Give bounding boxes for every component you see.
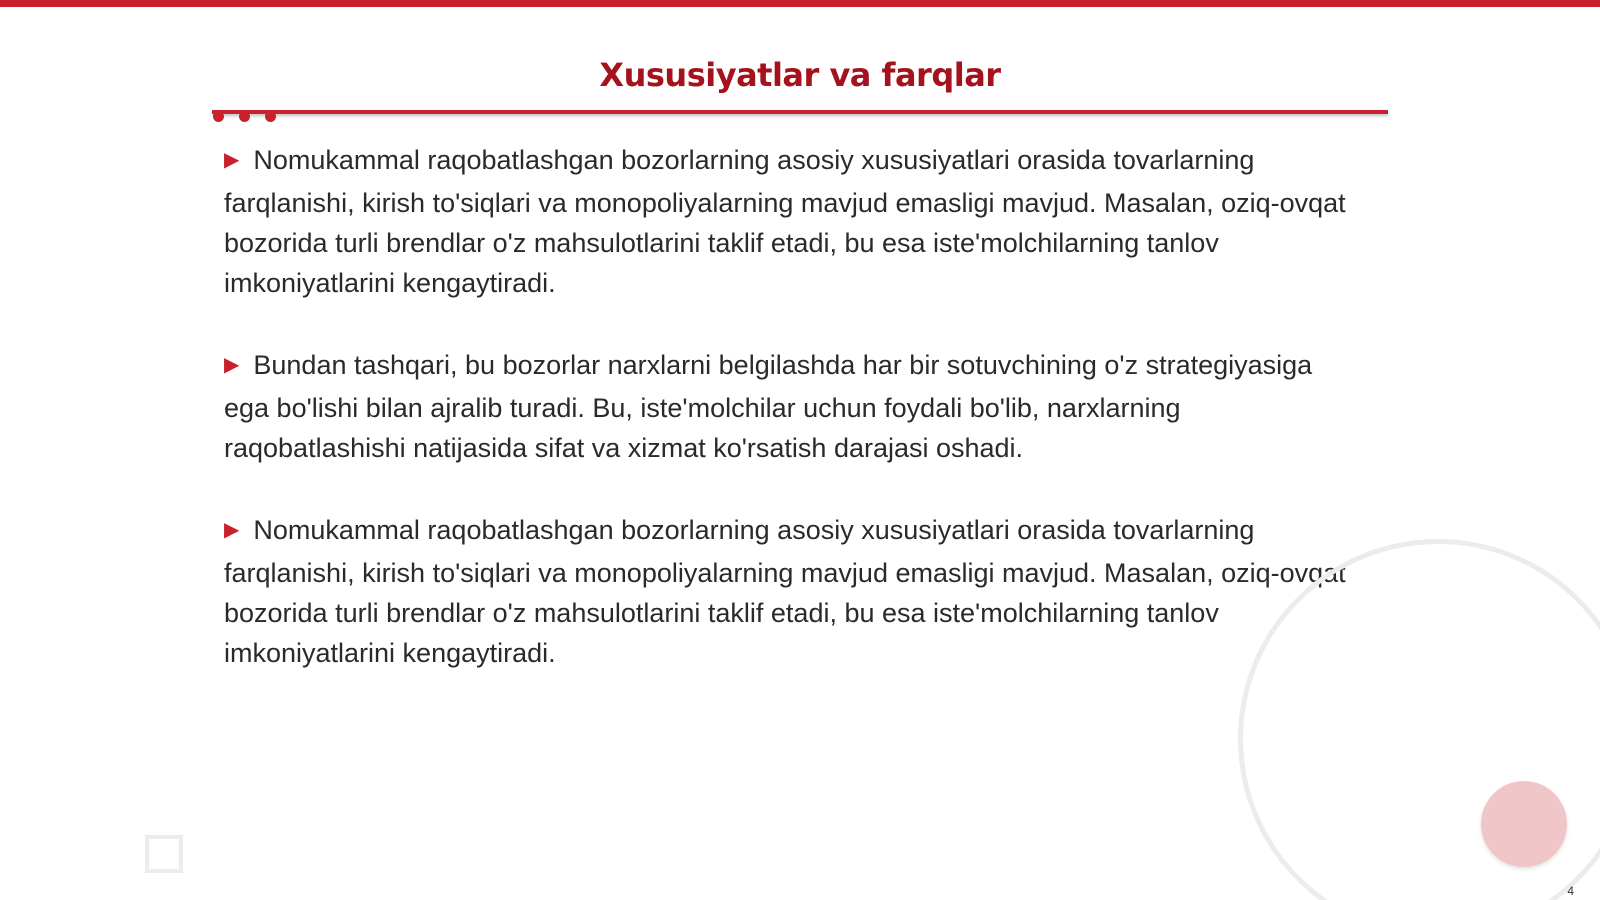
- bullet-paragraph: [224, 510, 1364, 673]
- title-underline: [212, 110, 1388, 114]
- triangle-right-icon: ▶: [224, 354, 240, 376]
- page-number: 4: [1567, 884, 1574, 898]
- triangle-right-icon: ▶: [224, 149, 240, 171]
- slide-title: Xususiyatlar va farqlar: [599, 56, 1001, 94]
- decorative-square: [145, 835, 183, 873]
- slide-content: [224, 140, 1364, 715]
- top-accent-band: [0, 0, 1600, 7]
- rule-dot-icon: [213, 111, 224, 122]
- paragraph-text: Nomukammal raqobatlashgan bozorlarning asosiy xususiyatlari orasida tovarlarning farqlanishi, kirish to'siqlari va monopoliyalarning mavjud emasligi mavjud. Masalan, oziq-ovqat bozorida turli brendlar o'z mahsulotlarini taklif etadi, bu esa iste'molchilarning tanlov imkoniyatlarini kengaytiradi.: [224, 515, 1346, 668]
- decorative-circle: [1481, 781, 1567, 867]
- paragraph-text: Nomukammal raqobatlashgan bozorlarning asosiy xususiyatlari orasida tovarlarning farqlanishi, kirish to'siqlari va monopoliyalarning mavjud emasligi mavjud. Masalan, oziq-ovqat bozorida turli brendlar o'z mahsulotlarini taklif etadi, bu esa iste'molchilarning tanlov imkoniyatlarini kengaytiradi.: [224, 145, 1346, 298]
- bullet-paragraph: [224, 345, 1364, 468]
- rule-dot-icon: [239, 111, 250, 122]
- paragraph-text: Bundan tashqari, bu bozorlar narxlarni belgilashda har bir sotuvchining o'z strategiyasiga ega bo'lishi bilan ajralib turadi. Bu, iste'molchilar uchun foydali bo'lib, narxlarning raqobatlashishi natijasida sifat va xizmat ko'rsatish darajasi oshadi.: [224, 350, 1313, 463]
- triangle-right-icon: ▶: [224, 519, 240, 541]
- bullet-paragraph: [224, 140, 1364, 303]
- rule-dot-icon: [265, 111, 276, 122]
